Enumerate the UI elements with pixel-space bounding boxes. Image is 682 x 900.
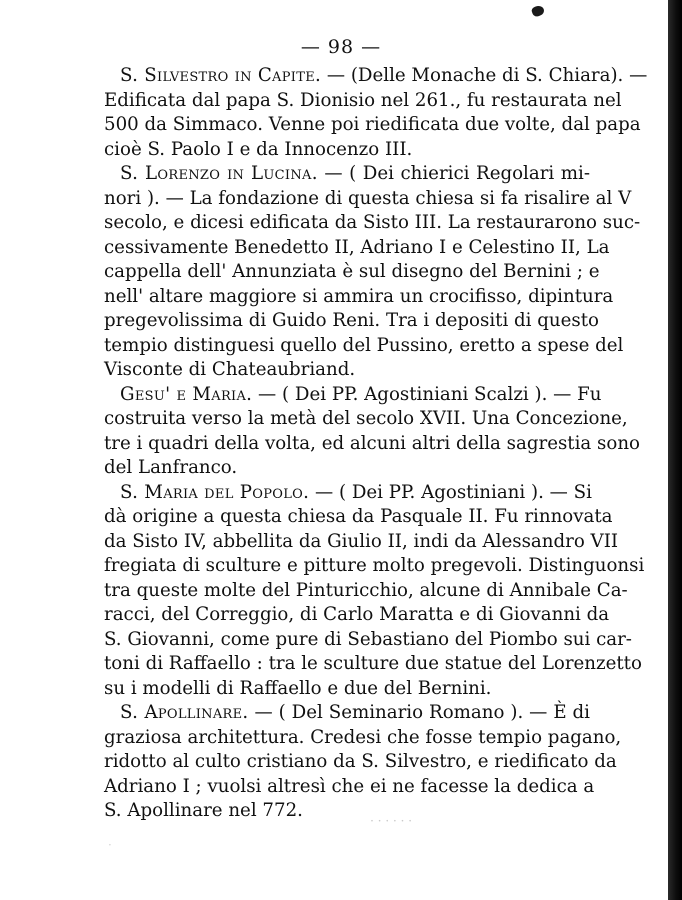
church-name: S. Apollinare. (120, 702, 249, 723)
entry-santa-maria-del-popolo (104, 481, 645, 702)
church-name: S. Lorenzo in Lucina. (120, 163, 318, 184)
text-line: cessivamente Benedetto II, Adriano I e Celestino II, La (104, 236, 610, 258)
text-line: Visconte di Chateaubriand. (104, 359, 356, 380)
text-line: ridotto al culto cristiano da S. Silvestro, e riedificato da (104, 751, 617, 772)
church-name: Gesu' e Maria. (120, 383, 253, 405)
entry-gesu-e-maria (104, 383, 640, 481)
text-line: tempio distinguesi quello del Pussino, eretto a spese del (104, 334, 624, 356)
heading-rest: — (Delle Monache di S. Chiara). — (321, 65, 648, 86)
entry-heading-line (104, 383, 602, 408)
text-line: da Sisto IV, abbellita da Giulio II, indi da Alessandro VII (104, 530, 619, 552)
entry-heading-line (104, 64, 648, 89)
text-line: costruita verso la metà del secolo XVII. Una Concezione, (104, 408, 628, 429)
bleed-through-text: · · · · · · (370, 814, 412, 828)
entry-san-lorenzo (104, 162, 641, 383)
text-line: S. Giovanni, come pure di Sebastiano del Piombo sui car- (104, 628, 632, 650)
text-line: toni di Raffaello : tra le sculture due statue del Lorenzetto (104, 653, 642, 674)
text-line: 500 da Simmaco. Venne poi riedificata due volte, dal papa (104, 114, 641, 135)
text-line: S. Apollinare nel 772. (104, 800, 303, 821)
text-line: fregiata di sculture e pitture molto pregevoli. Distinguonsi (104, 555, 645, 576)
text-line: graziosa architettura. Credesi che fosse tempio pagano, (104, 726, 622, 748)
heading-rest: — ( Dei PP. Agostiniani ). — Si (309, 481, 592, 503)
text-line: su i modelli di Raffaello e due del Bernini. (104, 677, 492, 699)
text-line: tra queste molte del Pinturicchio, alcune di Annibale Ca- (104, 579, 628, 601)
entry-heading-line (104, 481, 590, 506)
page-edge-shadow (668, 0, 682, 900)
heading-rest: — ( Del Seminario Romano ). — È di (248, 702, 590, 723)
text-line: cappella dell' Annunziata è sul disegno del Bernini ; e (104, 261, 600, 282)
text-line: nell' altare maggiore si ammira un crocifisso, dipintura (104, 285, 614, 307)
text-line: nori ). — La fondazione di questa chiesa si fa risalire al V (104, 187, 632, 209)
text-line: del Lanfranco. (104, 457, 238, 478)
text-line: Edificata dal papa S. Dionisio nel 261., fu restaurata nel (104, 89, 622, 111)
entry-sant-apollinare (104, 701, 622, 824)
church-name: S. Maria del Popolo. (120, 481, 310, 503)
text-line: tre i quadri della volta, ed alcuni altri della sagrestia sono (104, 432, 640, 454)
text-line: pregevolissima di Guido Reni. Tra i depositi di questo (104, 310, 599, 331)
bleed-through-mark: · (108, 838, 112, 852)
entry-heading-line (104, 701, 590, 726)
text-line: racci, del Correggio, di Carlo Maratta e di Giovanni da (104, 604, 610, 625)
page-body (104, 64, 648, 824)
page-number: — 98 — (300, 36, 382, 58)
text-line: cioè S. Paolo I e da Innocenzo III. (104, 138, 413, 160)
church-name: S. Silvestro in Capite. (120, 65, 322, 86)
entry-heading-line (104, 162, 590, 187)
text-line: dà origine a questa chiesa da Pasquale II. Fu rinnovata (104, 506, 613, 527)
ink-spot (531, 4, 546, 18)
text-line: secolo, e dicesi edificata da Sisto III. La restaurarono suc- (104, 212, 641, 233)
heading-rest: — ( Dei PP. Agostiniani Scalzi ). — Fu (252, 383, 602, 405)
entry-san-silvestro (104, 64, 648, 162)
text-line: Adriano I ; vuolsi altresì che ei ne facesse la dedica a (104, 775, 595, 797)
heading-rest: — ( Dei chierici Regolari mi- (317, 163, 590, 184)
